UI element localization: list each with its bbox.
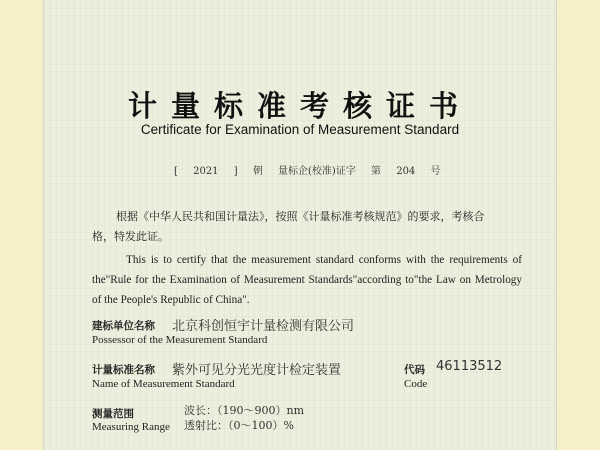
certificate-title-en: Certificate for Examination of Measurement Standard <box>140 122 460 137</box>
cert-hao: 号 <box>430 166 441 177</box>
certificate-title-cn: 计量标准考核证书 <box>127 89 472 123</box>
statement-cn: 根据《中华人民共和国计量法》，按照《计量标准考核规范》的要求，考核合格，特发此证。 <box>92 210 485 243</box>
range-label-cn: 测量范围 <box>92 408 134 420</box>
certificate-paper <box>44 0 556 450</box>
code-label-en: Code <box>404 378 428 390</box>
standard-label-cn: 计量标准名称 <box>92 364 155 376</box>
cert-bracket-close: ] <box>233 166 238 177</box>
cert-year: 2021 <box>193 166 219 177</box>
standard-label-en: Name of Measurement Standard <box>92 378 235 390</box>
possessor-value: 北京科创恒宇计量检测有限公司 <box>172 319 355 334</box>
cert-type: 量标企(校准)证字 <box>278 166 356 177</box>
cert-region: 朝 <box>252 166 263 177</box>
standard-value: 紫外可见分光光度计检定装置 <box>172 363 342 378</box>
possessor-label-cn: 建标单位名称 <box>92 320 155 332</box>
possessor-label-en: Possessor of the Measurement Standard <box>92 334 268 346</box>
range-label-en: Measuring Range <box>92 421 170 433</box>
statement-en: This is to certify that the measurement standard conforms with the requirements of the"Rule for the Examination of Measurement Standards"according to"the Law on Metrology of the People's Republic of China". <box>92 254 522 306</box>
code-value: 46113512 <box>436 359 503 374</box>
range-wavelength: 波长：（190～900）nm <box>184 404 305 417</box>
code-label-cn: 代码 <box>404 364 425 376</box>
range-transmittance: 透射比：（0～100）% <box>184 419 294 432</box>
certificate-number <box>174 162 452 177</box>
cert-serial: 204 <box>396 166 416 177</box>
cert-bracket-open: [ <box>174 166 178 177</box>
cert-di: 第 <box>371 166 382 177</box>
